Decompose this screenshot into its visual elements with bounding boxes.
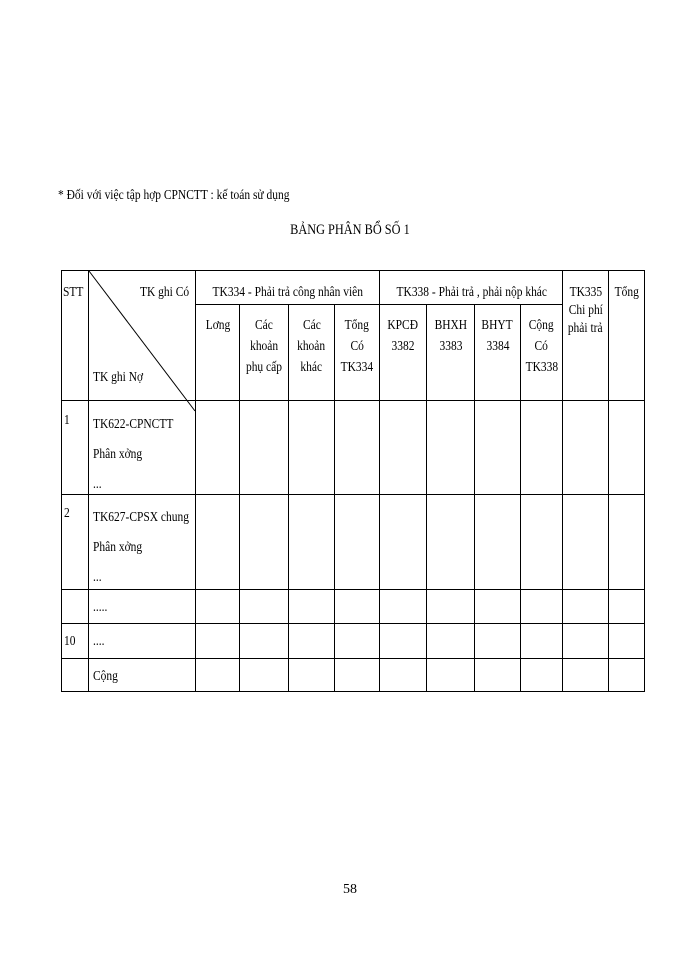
row-3-account: ..... [93,600,108,615]
header-cong-co-tk338: Cộng Có TK338 [525,318,558,375]
header-tk335: TK335 [569,285,602,300]
page-number: 58 [343,882,357,897]
header-group-tk338: TK338 - Phải trả , phải nộp khác [396,285,547,300]
header-chi-phi-phai-tra: Chi phí phải trả [568,303,603,336]
header-tong-co-tk334: Tổng Có TK334 [340,318,374,375]
header-bhyt-3384: BHYT 3384 [481,318,514,354]
header-stt: STT [63,285,84,300]
intro-note: * Đối với việc tập hợp CPNCTT : kế toán sử dụng [58,188,290,203]
table-title: BẢNG PHÂN BỔ SỐ 1 [290,222,410,238]
header-tk-ghi-no: TK ghi Nợ [93,370,144,385]
row-1-stt: 1 [64,413,70,428]
header-kpcd-3382: KPCĐ 3382 [387,318,419,354]
row-4-account: .... [93,634,105,649]
header-cac-khoan-khac: Các khoản khác [297,318,326,375]
header-cac-khoan-phu-cap: Các khoản phụ cấp [245,318,283,375]
row-total-label: Cộng [93,669,118,684]
header-tk-ghi-co: TK ghi Có [140,285,190,300]
row-1-account: TK622-CPNCTT Phân xởng ... [93,417,174,492]
header-group-tk334: TK334 - Phải trả công nhân viên [212,285,363,300]
row-2-account: TK627-CPSX chung Phân xởng ... [93,510,189,585]
header-tong: Tổng [614,285,640,300]
header-bhxh-3383: BHXH 3383 [434,318,467,354]
header-luong: Lơng [205,318,230,333]
row-2-stt: 2 [64,506,70,521]
row-4-stt: 10 [64,634,76,649]
